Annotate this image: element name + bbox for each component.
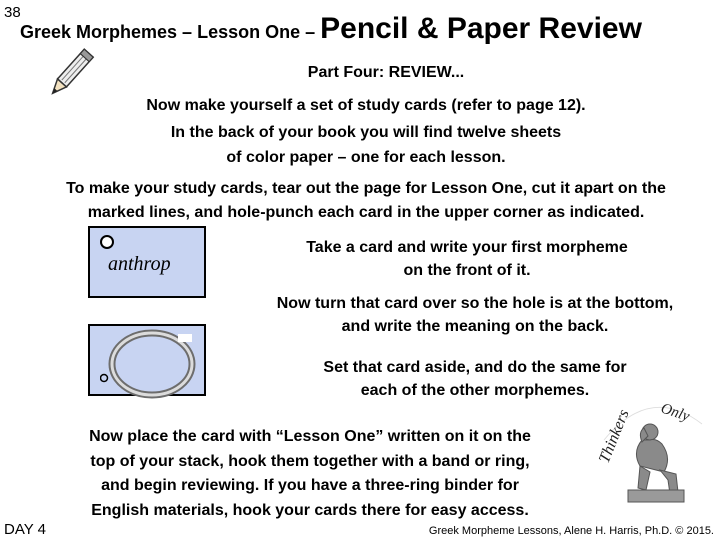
step-3-line-2: each of the other morphemes. [360, 382, 590, 399]
logo-text-thinkers: Thinkers [595, 407, 633, 466]
step-4-line-3: and begin reviewing. If you have a three-ring binder for [101, 477, 519, 494]
step-1-text [272, 236, 662, 282]
step-4-line-1: Now place the card with “Lesson One” written on it on the [89, 428, 531, 445]
step-3-line-1: Set that card aside, and do the same for [323, 359, 627, 376]
step-2-line-2: and write the meaning on the back. [341, 318, 609, 335]
step-4-line-4: English materials, hook your cards there for easy access. [91, 501, 529, 519]
step-2-text [240, 292, 710, 338]
copyright-credit: Greek Morpheme Lessons, Alene H. Harris, Ph.D. © 2015. [428, 525, 714, 537]
intro-line-2: In the back of your book you will find twelve sheets [170, 124, 562, 141]
step-4-line-2: top of your stack, hook them together with a band or ring, [90, 452, 530, 470]
page-title [20, 12, 642, 46]
study-card-front [88, 226, 206, 298]
logo-text-only: Only [658, 400, 692, 425]
binder-ring-icon [100, 326, 210, 401]
intro-line-4: To make your study cards, tear out the page for Lesson One, cut it apart on the [66, 180, 666, 197]
part-heading: Part Four: REVIEW... [307, 64, 465, 81]
step-4-text [50, 425, 570, 523]
step-1-line-1: Take a card and write your first morpheme [306, 239, 628, 256]
step-1-line-2: on the front of it. [403, 262, 531, 279]
thinker-statue-icon [590, 392, 710, 510]
card-morpheme: anthrop [108, 253, 171, 275]
card-hole [100, 235, 114, 249]
intro-line-1: Now make yourself a set of study cards (refer to page 12). [146, 97, 586, 114]
title-lesson: Greek Morphemes – Lesson One – [20, 22, 321, 42]
day-label: DAY 4 [4, 521, 46, 538]
intro-line-5: marked lines, and hole-punch each card in the upper corner as indicated. [87, 204, 645, 221]
intro-line-3: of color paper – one for each lesson. [226, 149, 506, 166]
title-review: Pencil & Paper Review [320, 12, 642, 45]
step-2-line-1: Now turn that card over so the hole is at the bottom, [276, 295, 674, 312]
page-number: 38 [4, 4, 21, 21]
